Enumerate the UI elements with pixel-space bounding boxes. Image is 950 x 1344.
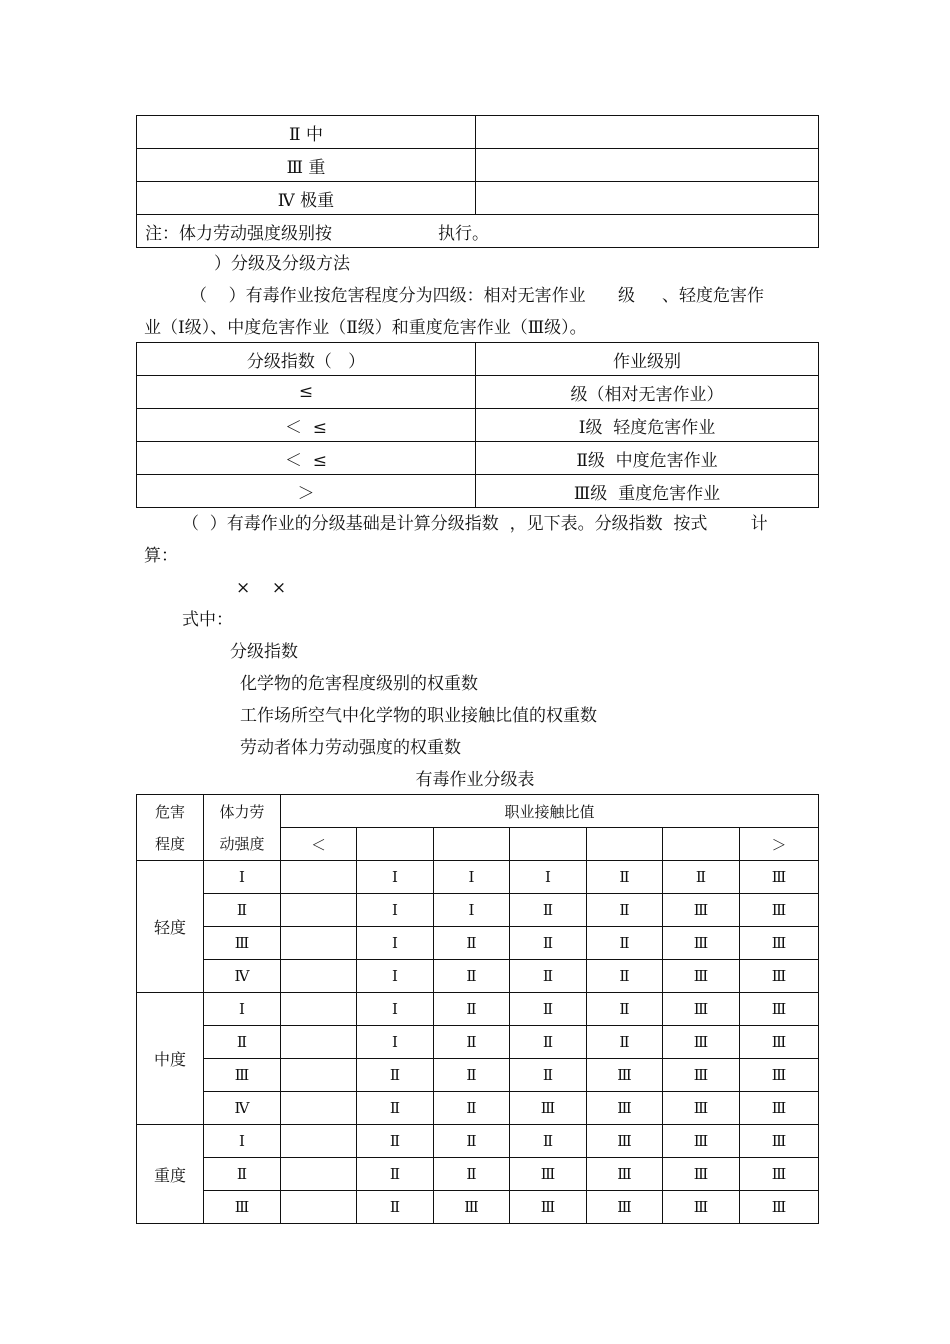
table-cell: Ⅰ级 轻度危害作业 <box>476 409 819 442</box>
table-row <box>137 1092 819 1125</box>
grade-cell <box>281 1092 357 1125</box>
grade-cell: Ⅲ <box>587 1092 663 1125</box>
grade-cell: Ⅲ <box>663 960 740 993</box>
intensity-level-cell: Ⅲ <box>204 927 281 960</box>
grade-cell <box>281 894 357 927</box>
grade-cell: Ⅲ <box>510 1191 587 1224</box>
grade-cell: Ⅱ <box>587 927 663 960</box>
table-cell <box>476 116 819 149</box>
table-title: 有毒作业分级表 <box>415 770 535 790</box>
table-row <box>137 182 819 215</box>
grade-cell: Ⅲ <box>663 1158 740 1191</box>
paragraph-line: 业（Ⅰ级）、中度危害作业（Ⅱ级）和重度危害作业（Ⅲ级）。 <box>144 318 587 338</box>
grade-cell: Ⅱ <box>510 993 587 1026</box>
paragraph-line: 算： <box>144 546 178 566</box>
grade-cell: Ⅲ <box>663 1026 740 1059</box>
grade-cell: Ⅰ <box>357 861 434 894</box>
grade-cell: Ⅲ <box>740 960 819 993</box>
grade-cell <box>281 1026 357 1059</box>
table-row <box>137 894 819 927</box>
grade-cell <box>281 960 357 993</box>
grade-cell: Ⅲ <box>740 894 819 927</box>
table-cell: 级（相对无害作业） <box>476 376 819 409</box>
table-row <box>137 376 819 409</box>
grade-cell: Ⅲ <box>740 1125 819 1158</box>
formula-expression: × × <box>236 578 287 598</box>
grade-cell: Ⅲ <box>510 1158 587 1191</box>
intensity-level-cell: Ⅱ <box>204 1158 281 1191</box>
table-cell: ≤ <box>137 376 476 409</box>
table-note-row <box>137 215 819 248</box>
grade-cell <box>281 993 357 1026</box>
grade-cell: Ⅱ <box>357 1125 434 1158</box>
intensity-level-cell: Ⅰ <box>204 1125 281 1158</box>
intensity-level-cell: Ⅰ <box>204 993 281 1026</box>
grade-cell: Ⅱ <box>434 1026 510 1059</box>
grade-cell: Ⅲ <box>740 993 819 1026</box>
grade-cell: Ⅱ <box>510 1059 587 1092</box>
grade-cell <box>281 927 357 960</box>
table-row <box>137 927 819 960</box>
column-header: 作业级别 <box>476 343 819 376</box>
grade-cell: Ⅲ <box>740 1026 819 1059</box>
table-row <box>137 1158 819 1191</box>
subheader-cell <box>434 828 510 861</box>
grade-cell: Ⅲ <box>587 1191 663 1224</box>
grade-cell: Ⅲ <box>587 1059 663 1092</box>
grade-cell: Ⅲ <box>740 927 819 960</box>
grade-cell: Ⅱ <box>510 894 587 927</box>
table-row <box>137 993 819 1026</box>
table-cell: Ⅱ 中 <box>137 116 476 149</box>
column-header-hazard <box>137 795 204 861</box>
intensity-level-cell: Ⅲ <box>204 1059 281 1092</box>
grade-cell: Ⅱ <box>587 861 663 894</box>
grade-cell: Ⅱ <box>587 993 663 1026</box>
table-cell: ＜ ≤ <box>137 442 476 475</box>
header-line: 危害 <box>154 802 185 821</box>
subheader-cell <box>357 828 434 861</box>
grade-cell: Ⅱ <box>434 1092 510 1125</box>
column-header-exposure-ratio: 职业接触比值 <box>281 795 819 828</box>
table-row <box>137 960 819 993</box>
table-cell: Ⅲ 重 <box>137 149 476 182</box>
grade-cell: Ⅲ <box>434 1191 510 1224</box>
grading-index-table <box>136 342 819 508</box>
header-line: 动强度 <box>219 834 265 853</box>
grade-cell: Ⅰ <box>357 927 434 960</box>
table-header-row <box>137 795 819 828</box>
subheader-cell: ＞ <box>740 828 819 861</box>
intensity-level-cell: Ⅱ <box>204 894 281 927</box>
grade-cell: Ⅱ <box>510 1125 587 1158</box>
grade-cell: Ⅲ <box>740 1092 819 1125</box>
grade-cell: Ⅲ <box>663 1059 740 1092</box>
grade-cell <box>281 1059 357 1092</box>
grade-cell <box>281 1158 357 1191</box>
definition-line: 分级指数 <box>230 642 298 662</box>
column-header-intensity <box>204 795 281 861</box>
definition-line: 化学物的危害程度级别的权重数 <box>240 674 478 694</box>
grade-cell: Ⅰ <box>357 894 434 927</box>
hazard-category-cell: 中度 <box>137 993 204 1125</box>
table-cell: Ⅳ 极重 <box>137 182 476 215</box>
grade-cell: Ⅱ <box>434 1125 510 1158</box>
grade-cell: Ⅱ <box>663 861 740 894</box>
subheader-cell <box>587 828 663 861</box>
grade-cell: Ⅰ <box>357 1026 434 1059</box>
column-header: 分级指数（ ） <box>137 343 476 376</box>
table-cell: ＞ <box>137 475 476 508</box>
table-header-row <box>137 343 819 376</box>
grade-cell: Ⅰ <box>434 894 510 927</box>
intensity-level-cell: Ⅳ <box>204 960 281 993</box>
header-line: 体力劳 <box>219 802 265 821</box>
grade-cell: Ⅰ <box>510 861 587 894</box>
table-row <box>137 475 819 508</box>
grade-cell: Ⅲ <box>663 1191 740 1224</box>
grade-cell: Ⅲ <box>663 1125 740 1158</box>
grade-cell <box>281 1125 357 1158</box>
grade-cell: Ⅱ <box>510 1026 587 1059</box>
grade-cell: Ⅰ <box>434 861 510 894</box>
section-heading: ）分级及分级方法 <box>214 254 350 274</box>
grade-cell: Ⅲ <box>740 1191 819 1224</box>
grade-cell: Ⅱ <box>587 1026 663 1059</box>
grade-cell: Ⅱ <box>510 960 587 993</box>
paragraph-line: （ ）有毒作业按危害程度分为四级：相对无害作业 级 、轻度危害作 <box>190 286 765 306</box>
table-note <box>137 215 819 248</box>
toxic-work-grading-table <box>136 794 819 1224</box>
table-cell <box>476 182 819 215</box>
table-row <box>137 116 819 149</box>
table-row <box>137 409 819 442</box>
grade-cell: Ⅰ <box>357 993 434 1026</box>
intensity-level-cell: Ⅳ <box>204 1092 281 1125</box>
hazard-category-cell: 轻度 <box>137 861 204 993</box>
subheader-cell: ＜ <box>281 828 357 861</box>
definition-line: 劳动者体力劳动强度的权重数 <box>240 738 461 758</box>
hazard-category-cell: 重度 <box>137 1125 204 1224</box>
intensity-level-cell: Ⅰ <box>204 861 281 894</box>
grade-cell: Ⅲ <box>663 894 740 927</box>
table-row <box>137 1191 819 1224</box>
paragraph-line: （ ）有毒作业的分级基础是计算分级指数 ，见下表。分级指数 按式 计 <box>182 514 768 534</box>
definition-line: 工作场所空气中化学物的职业接触比值的权重数 <box>240 706 597 726</box>
grade-cell: Ⅱ <box>434 1059 510 1092</box>
grade-cell: Ⅲ <box>587 1158 663 1191</box>
table-row <box>137 149 819 182</box>
grade-cell: Ⅱ <box>434 1158 510 1191</box>
subheader-cell <box>510 828 587 861</box>
grade-cell: Ⅲ <box>740 861 819 894</box>
grade-cell: Ⅲ <box>663 993 740 1026</box>
table-row <box>137 861 819 894</box>
table-row <box>137 1026 819 1059</box>
grade-cell: Ⅲ <box>663 927 740 960</box>
grade-cell: Ⅲ <box>587 1125 663 1158</box>
grade-cell: Ⅲ <box>740 1059 819 1092</box>
table-cell <box>476 149 819 182</box>
intensity-level-cell: Ⅲ <box>204 1191 281 1224</box>
grade-cell: Ⅱ <box>510 927 587 960</box>
header-line: 程度 <box>154 834 185 853</box>
table-row <box>137 1059 819 1092</box>
grade-cell: Ⅱ <box>434 993 510 1026</box>
grade-cell: Ⅱ <box>587 894 663 927</box>
table-row <box>137 1125 819 1158</box>
grade-cell: Ⅲ <box>663 1092 740 1125</box>
grade-cell: Ⅱ <box>587 960 663 993</box>
table-cell: Ⅱ级 中度危害作业 <box>476 442 819 475</box>
grade-cell: Ⅱ <box>357 1191 434 1224</box>
grade-cell: Ⅰ <box>357 960 434 993</box>
grade-cell <box>281 1191 357 1224</box>
grade-cell: Ⅱ <box>357 1092 434 1125</box>
intensity-level-cell: Ⅱ <box>204 1026 281 1059</box>
table-row <box>137 442 819 475</box>
subheader-cell <box>663 828 740 861</box>
grade-cell: Ⅱ <box>357 1059 434 1092</box>
grade-cell: Ⅱ <box>434 960 510 993</box>
where-label: 式中： <box>182 610 233 630</box>
table-cell: ＜ ≤ <box>137 409 476 442</box>
grade-cell: Ⅲ <box>510 1092 587 1125</box>
intensity-table <box>136 115 819 248</box>
table-cell: Ⅲ级 重度危害作业 <box>476 475 819 508</box>
note-suffix: 执行。 <box>438 223 489 244</box>
grade-cell: Ⅱ <box>434 927 510 960</box>
grade-cell: Ⅲ <box>740 1158 819 1191</box>
grade-cell <box>281 861 357 894</box>
note-prefix: 注：体力劳动强度级别按 <box>145 223 332 244</box>
grade-cell: Ⅱ <box>357 1158 434 1191</box>
